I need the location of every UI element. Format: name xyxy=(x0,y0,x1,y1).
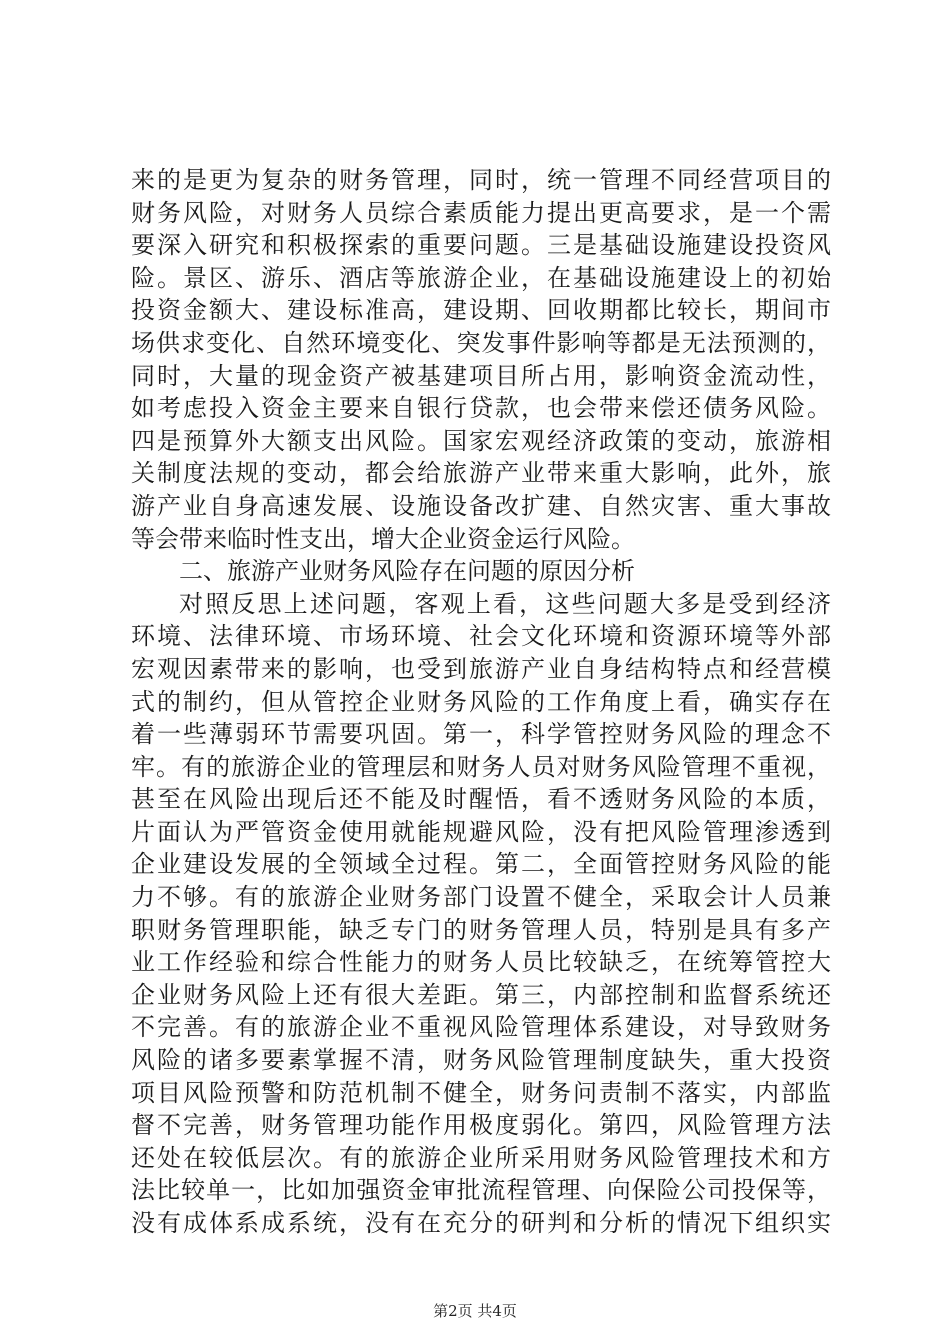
body-line: 风险的诸多要素掌握不清，财务风险管理制度缺失，重大投资 xyxy=(131,1046,831,1075)
body-line: 企业建设发展的全领域全过程。第二，全面管控财务风险的能 xyxy=(131,850,831,879)
body-line: 险。景区、游乐、酒店等旅游企业，在基础设施建设上的初始 xyxy=(131,263,831,292)
body-line: 企业财务风险上还有很大差距。第三，内部控制和监督系统还 xyxy=(131,980,831,1009)
body-line: 环境、法律环境、市场环境、社会文化环境和资源环境等外部 xyxy=(131,622,831,651)
body-line: 来的是更为复杂的财务管理，同时，统一管理不同经营项目的 xyxy=(131,166,831,194)
body-line: 投资金额大、建设标准高，建设期、回收期都比较长，期间市 xyxy=(131,296,831,325)
body-line: 牢。有的旅游企业的管理层和财务人员对财务风险管理不重视， xyxy=(131,752,831,781)
body-line: 不完善。有的旅游企业不重视风险管理体系建设，对导致财务 xyxy=(131,1013,831,1042)
body-line: 场供求变化、自然环境变化、突发事件影响等都是无法预测的， xyxy=(131,328,831,357)
body-line: 督不完善，财务管理功能作用极度弱化。第四，风险管理方法 xyxy=(131,1111,831,1140)
body-line: 游产业自身高速发展、设施设备改扩建、自然灾害、重大事故 xyxy=(131,491,831,520)
body-line: 职财务管理职能，缺乏专门的财务管理人员，特别是具有多产 xyxy=(131,915,831,944)
body-line: 法比较单一，比如加强资金审批流程管理、向保险公司投保等， xyxy=(131,1176,831,1205)
body-line: 还处在较低层次。有的旅游企业所采用财务风险管理技术和方 xyxy=(131,1143,831,1172)
body-line: 项目风险预警和防范机制不健全，财务问责制不落实，内部监 xyxy=(131,1078,831,1107)
section-heading: 二、旅游产业财务风险存在问题的原因分析 xyxy=(179,557,635,586)
body-line: 式的制约，但从管控企业财务风险的工作角度上看，确实存在 xyxy=(131,687,831,716)
body-line: 四是预算外大额支出风险。国家宏观经济政策的变动，旅游相 xyxy=(131,426,831,455)
body-line: 关制度法规的变动，都会给旅游产业带来重大影响，此外，旅 xyxy=(131,459,831,488)
page-number-footer: 第2页 共4页 xyxy=(433,1302,517,1320)
document-body xyxy=(131,164,831,1240)
body-line: 力不够。有的旅游企业财务部门设置不健全，采取会计人员兼 xyxy=(131,883,831,912)
body-line: 着一些薄弱环节需要巩固。第一，科学管控财务风险的理念不 xyxy=(131,720,831,749)
body-line: 片面认为严管资金使用就能规避风险，没有把风险管理渗透到 xyxy=(131,817,831,846)
body-line: 业工作经验和综合性能力的财务人员比较缺乏，在统筹管控大 xyxy=(131,948,831,977)
body-line: 同时，大量的现金资产被基建项目所占用，影响资金流动性， xyxy=(131,361,831,390)
body-line: 没有成体系成系统，没有在充分的研判和分析的情况下组织实 xyxy=(131,1209,831,1237)
paragraph-first-line: 对照反思上述问题，客观上看，这些问题大多是受到经济 xyxy=(179,589,831,618)
body-line: 要深入研究和积极探索的重要问题。三是基础设施建设投资风 xyxy=(131,231,831,260)
body-line: 宏观因素带来的影响，也受到旅游产业自身结构特点和经营模 xyxy=(131,654,831,683)
body-line: 财务风险，对财务人员综合素质能力提出更高要求，是一个需 xyxy=(131,198,831,227)
body-line: 等会带来临时性支出，增大企业资金运行风险。 xyxy=(131,524,635,553)
body-line: 甚至在风险出现后还不能及时醒悟，看不透财务风险的本质， xyxy=(131,785,831,814)
body-line: 如考虑投入资金主要来自银行贷款，也会带来偿还债务风险。 xyxy=(131,394,831,423)
